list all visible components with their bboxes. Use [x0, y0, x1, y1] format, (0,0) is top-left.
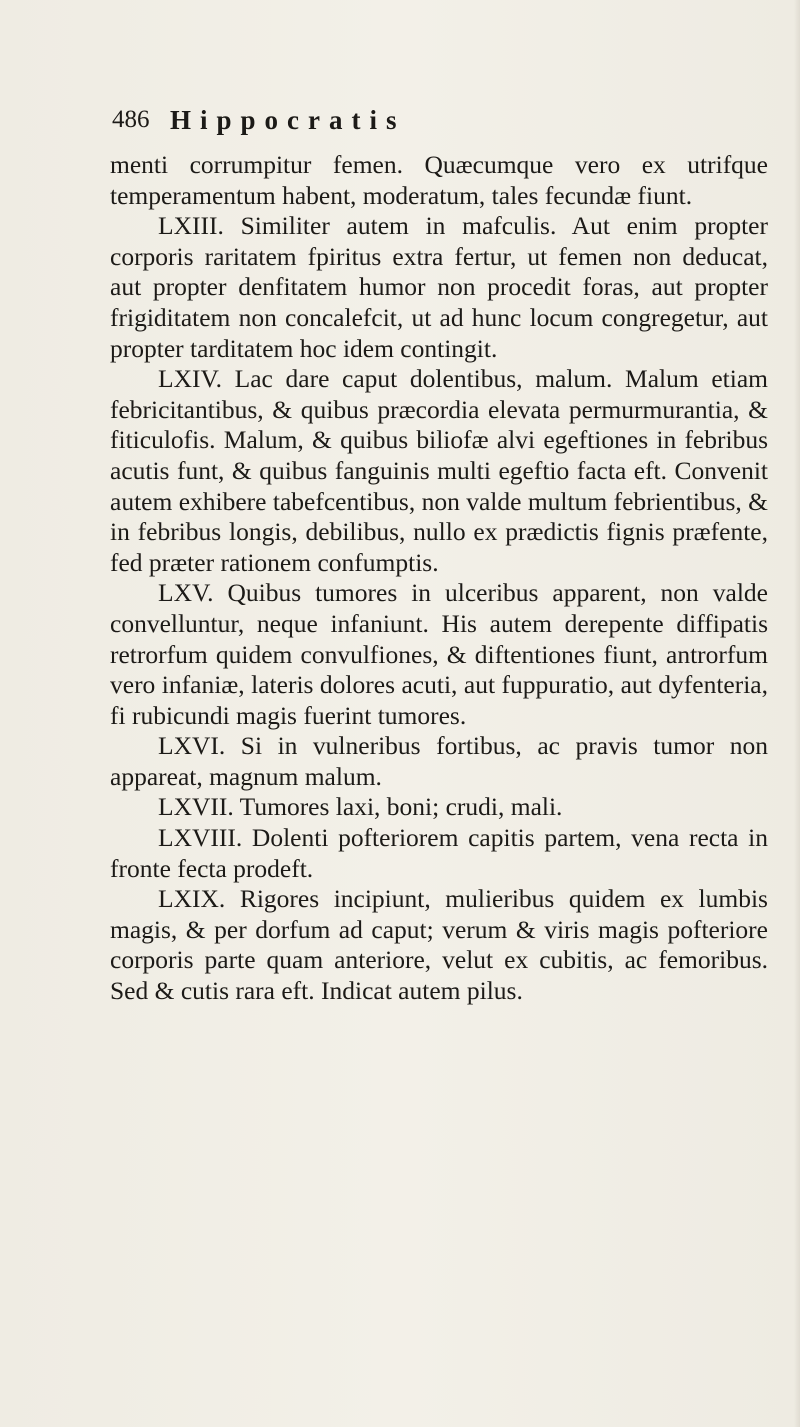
page-header [112, 100, 712, 140]
paragraph-aphorism-64: LXIV. Lac dare caput dolentibus, malum. Malum etiam febricitantibus, & quibus præcordia elevata permurmurantia, & fiticulofis. Malum, & quibus biliofæ alvi egeftiones in febribus acutis funt, & quibus fanguinis multi egeftio facta eft. Convenit autem exhibere tabefcentibus, non valde multum febrientibus, & in febribus longis, debilibus, nullo ex prædictis fignis præfente, fed præter rationem confumptis. [110, 364, 768, 577]
page-number: 486 [112, 106, 150, 133]
running-title: Hippocratis [170, 105, 406, 135]
paragraph-aphorism-63: LXIII. Similiter autem in mafculis. Aut enim propter corporis raritatem fpiritus extra fertur, ut femen non deducat, aut propter denfitatem humor non procedit foras, aut propter frigiditatem non concalefcit, ut ad hunc locum congregetur, aut propter tarditatem hoc idem contingit. [110, 211, 768, 363]
paragraph-aphorism-69: LXIX. Rigores incipiunt, mulieribus quidem ex lumbis magis, & per dorfum ad caput; verum & viris magis pofteriore corporis parte quam anteriore, velut ex cubitis, ac femoribus. Sed & cutis rara eft. Indicat autem pilus. [110, 884, 768, 1006]
paragraph-aphorism-66: LXVI. Si in vulneribus fortibus, ac pravis tumor non appareat, magnum malum. [110, 731, 768, 791]
paragraph-continuation: menti corrumpitur femen. Quæcumque vero ex utrifque temperamentum habent, moderatum, tales fecundæ fiunt. [110, 150, 768, 210]
paragraph-aphorism-68: LXVIII. Dolenti pofteriorem capitis partem, vena recta in fronte fecta prodeft. [110, 823, 768, 883]
page-edge-shadow [794, 0, 800, 1427]
paragraph-aphorism-67: LXVII. Tumores laxi, boni; crudi, mali. [158, 792, 563, 822]
paragraph-aphorism-65: LXV. Quibus tumores in ulceribus apparent, non valde convelluntur, neque infaniunt. His autem derepente diffipatis retrorfum quidem convulfiones, & diftentiones fiunt, antrorfum vero infaniæ, lateris dolores acuti, aut fuppuratio, aut dyfenteria, fi rubicundi magis fuerint tumores. [110, 578, 768, 730]
body-text [110, 150, 768, 1007]
